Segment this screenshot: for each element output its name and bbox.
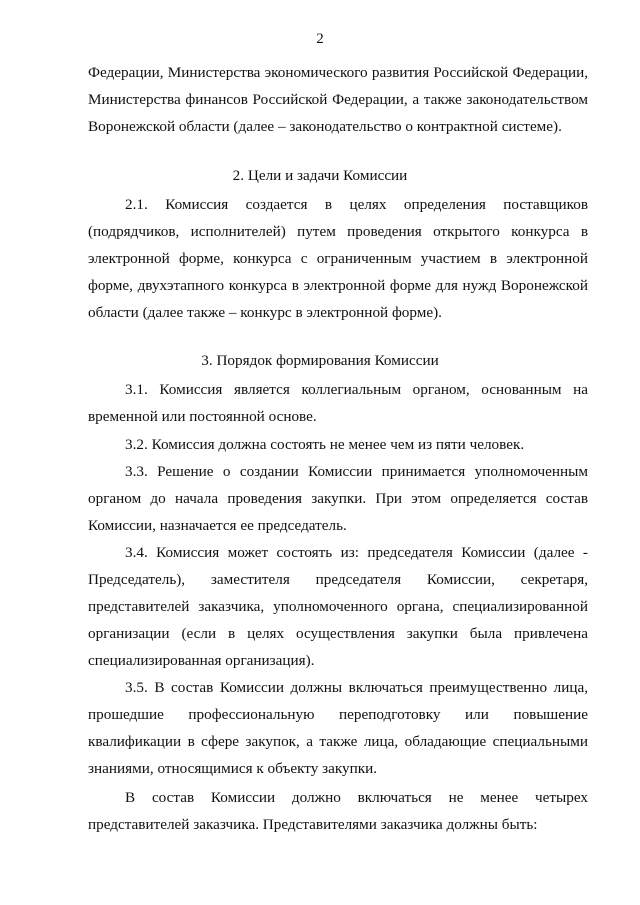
page-number: 2	[316, 31, 324, 47]
paragraph-3-1-line-2: временной или постоянной основе.	[88, 408, 317, 425]
paragraph-2-1-line-3: электронной форме, конкурса с ограниченным участием в электронной	[88, 250, 588, 267]
paragraph-3-5-line-2: прошедшие профессиональную переподготовку или повышение	[88, 706, 588, 723]
paragraph-3-5-line-3: квалификации в сфере закупок, а также лица, обладающие специальными	[88, 733, 588, 750]
intro-line-3: Воронежской области (далее – законодательство о контрактной системе).	[88, 118, 562, 135]
intro-line-1: Федерации, Министерства экономического развития Российской Федерации,	[88, 64, 588, 81]
paragraph-2-1-line-5: области (далее также – конкурс в электронной форме).	[88, 304, 442, 321]
paragraph-3-3-line-1: 3.3. Решение о создании Комиссии принимается уполномоченным	[125, 463, 588, 480]
intro-line-2: Министерства финансов Российской Федерации, а также законодательством	[88, 91, 588, 108]
paragraph-final-line-2: представителей заказчика. Представителями заказчика должны быть:	[88, 816, 538, 833]
paragraph-3-4-line-2: Председатель), заместителя председателя Комиссии, секретаря,	[88, 571, 588, 588]
paragraph-2-1-line-1: 2.1. Комиссия создается в целях определения поставщиков	[125, 196, 588, 213]
paragraph-final-line-1: В состав Комиссии должно включаться не менее четырех	[125, 789, 588, 806]
paragraph-3-4-line-5: специализированная организация).	[88, 652, 315, 669]
paragraph-3-5-line-4: знаниями, относящимися к объекту закупки.	[88, 760, 378, 777]
paragraph-3-5-line-1: 3.5. В состав Комиссии должны включаться преимущественно лица,	[125, 679, 588, 696]
paragraph-3-4-line-4: организации (если в целях осуществления закупки была привлечена	[88, 625, 588, 642]
paragraph-3-4-line-1: 3.4. Комиссия может состоять из: председателя Комиссии (далее -	[125, 544, 588, 561]
section-3-heading: 3. Порядок формирования Комиссии	[201, 352, 439, 369]
section-2-heading: 2. Цели и задачи Комиссии	[232, 167, 408, 184]
paragraph-3-3-line-2: органом до начала проведения закупки. При этом определяется состав	[88, 490, 588, 507]
paragraph-2-1-line-2: (подрядчиков, исполнителей) путем проведения открытого конкурса в	[88, 223, 588, 240]
paragraph-3-3-line-3: Комиссии, назначается ее председатель.	[88, 517, 347, 534]
paragraph-2-1-line-4: форме, двухэтапного конкурса в электронной форме для нужд Воронежской	[88, 277, 588, 294]
paragraph-3-4-line-3: представителей заказчика, уполномоченного органа, специализированной	[88, 598, 588, 615]
paragraph-3-1-line-1: 3.1. Комиссия является коллегиальным органом, основанным на	[125, 381, 588, 398]
paragraph-3-2-line-1: 3.2. Комиссия должна состоять не менее чем из пяти человек.	[125, 436, 525, 453]
